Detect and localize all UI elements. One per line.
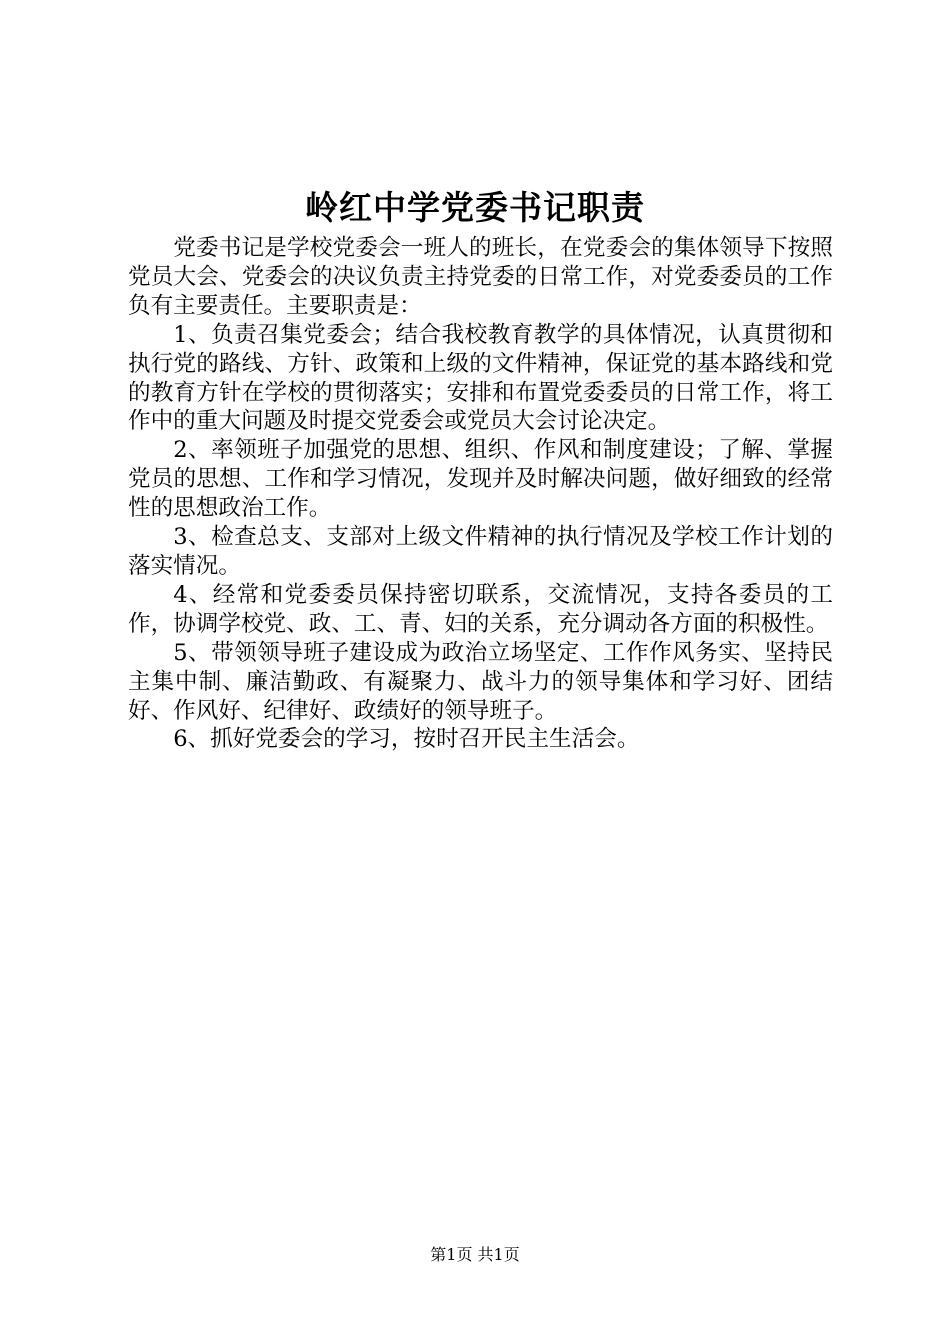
- paragraph-duty-3: 3、检查总支、支部对上级文件精神的执行情况及学校工作计划的落实情况。: [128, 524, 833, 579]
- paragraph-duty-1: 1、负责召集党委会；结合我校教育教学的具体情况，认真贯彻和执行党的路线、方针、政策和上级的文件精神，保证党的基本路线和党的教育方针在学校的贯彻落实；安排和布置党委委员的日常工作，将工作中的重大问题及时提交党委会或党员大会讨论决定。: [128, 321, 833, 435]
- document-title: 岭红中学党委书记职责: [305, 188, 645, 227]
- paragraph-duty-4: 4、经常和党委委员保持密切联系，交流情况，支持各委员的工作，协调学校党、政、工、青、妇的关系，充分调动各方面的积极性。: [128, 581, 833, 637]
- paragraph-duty-5: 5、带领领导班子建设成为政治立场坚定、工作作风务实、坚持民主集中制、廉洁勤政、有凝聚力、战斗力的领导集体和学习好、团结好、作风好、纪律好、政绩好的领导班子。: [128, 639, 833, 724]
- paragraph-duty-2: 2、率领班子加强党的思想、组织、作风和制度建设；了解、掌握党员的思想、工作和学习情况，发现并及时解决问题，做好细致的经常性的思想政治工作。: [128, 437, 833, 522]
- paragraph-duty-6: 6、抓好党委会的学习，按时召开民主生活会。: [173, 726, 640, 753]
- paragraph-intro: 党委书记是学校党委会一班人的班长，在党委会的集体领导下按照党员大会、党委会的决议负责主持党委的日常工作，对党委委员的工作负有主要责任。主要职责是：: [128, 235, 833, 319]
- page-number-footer: 第1页 共1页: [430, 1245, 520, 1264]
- document-body: [128, 234, 833, 754]
